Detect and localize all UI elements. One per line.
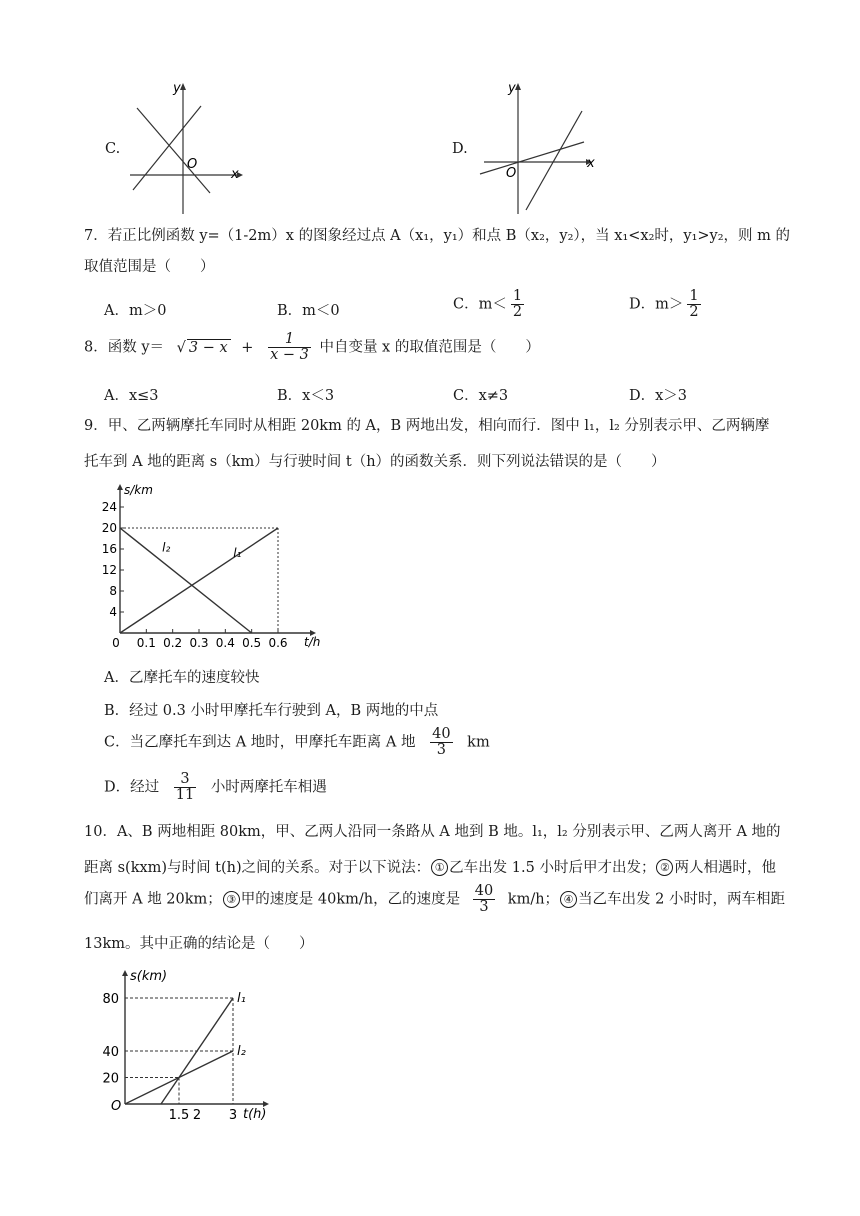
y-tick-label: 16 bbox=[101, 542, 117, 556]
q7-option-d-fraction: $\frac{1}{2}$ bbox=[689, 288, 699, 321]
y-tick-label: 80 bbox=[102, 992, 119, 1007]
q9-line2: 托车到 A 地的距离 s（km）与行驶时间 t（h）的函数关系．则下列说法错误的是（ ） bbox=[84, 454, 666, 470]
q7-text-line1: 若正比例函数 y=（1-2m）x 的图象经过点 A（x₁，y₁）和点 B（x₂，y₂），当 x₁<x₂时，y₁>y₂，则 m 的 bbox=[107, 228, 791, 244]
y-tick-label: 12 bbox=[101, 563, 117, 577]
line-l1 bbox=[120, 528, 278, 633]
q6-option-c-graph bbox=[125, 78, 250, 218]
q10-circled-1: ① bbox=[431, 859, 448, 876]
q8-fraction: $\frac{1}{x - 3}$ bbox=[270, 331, 309, 364]
q8-sqrt: 3 − x bbox=[187, 339, 231, 356]
y-tick-label: 40 bbox=[102, 1045, 119, 1060]
q6-option-d-letter: D. bbox=[452, 141, 468, 157]
q6-option-c-letter: C. bbox=[105, 141, 121, 157]
line-l2 bbox=[120, 528, 252, 633]
label-l1: l₁ bbox=[237, 991, 246, 1006]
y-axis-label: s(km) bbox=[130, 969, 168, 984]
q10-line1: 10．A、B 两地相距 80km，甲、乙两人沿同一条路从 A 地到 B 地。l₁，l₂ 分别表示甲、乙两人离开 A 地的 bbox=[84, 824, 781, 840]
x-tick-label: 0.3 bbox=[189, 636, 209, 650]
q10-number: 10． bbox=[84, 824, 117, 840]
y-tick-label: 24 bbox=[101, 500, 117, 514]
y-axis-arrow bbox=[122, 970, 128, 976]
q8-line: 8．函数 y＝ √ 3 − x + $\frac{1}{x - 3}$ 中自变量 x 的取值范围是（ ） bbox=[84, 331, 540, 364]
q10-line2: 距离 s(kxm)与时间 t(h)之间的关系。对于以下说法： ① 乙车出发 1.5 小时后甲才出发； ② 两人相遇时，他 bbox=[84, 860, 776, 876]
q6-option-d-graph bbox=[470, 78, 600, 218]
q6d-origin-label: O bbox=[506, 166, 517, 181]
q10-circled-4: ④ bbox=[560, 891, 577, 908]
x-axis-label: t(h) bbox=[243, 1107, 267, 1122]
q9-option-c-prefix: C．当乙摩托车到达 A 地时，甲摩托车距离 A 地 bbox=[104, 734, 416, 751]
q7-number: 7． bbox=[84, 228, 108, 244]
x-tick-label: 0.6 bbox=[268, 636, 288, 650]
y-axis-label: s/km bbox=[124, 483, 153, 497]
q8-number: 8． bbox=[84, 339, 108, 356]
q7-option-c-label: C．m＜ bbox=[453, 296, 507, 313]
q8-option-c: C．x≠3 bbox=[453, 388, 509, 404]
label-l2: l₂ bbox=[237, 1044, 246, 1059]
q9-option-d-prefix: D．经过 bbox=[104, 779, 160, 796]
q10-circled-2: ② bbox=[656, 859, 673, 876]
q7-option-c bbox=[453, 289, 528, 320]
y-axis-arrow bbox=[117, 484, 123, 490]
label-l2: l₂ bbox=[162, 540, 171, 555]
y-tick-label: 8 bbox=[109, 584, 117, 598]
q8-suffix: 中自变量 x 的取值范围是（ ） bbox=[319, 339, 540, 356]
q7-option-d-label: D．m＞ bbox=[629, 296, 684, 313]
q9-option-c bbox=[104, 727, 490, 758]
q8-option-d: D．x＞3 bbox=[629, 388, 688, 404]
q6d-y-label: y bbox=[508, 81, 516, 96]
q7-option-d bbox=[629, 289, 705, 320]
x-tick-label: 0.2 bbox=[163, 636, 183, 650]
x-tick-label: 3 bbox=[228, 1108, 238, 1122]
q10-line4: 13km。其中正确的结论是（ ） bbox=[84, 936, 314, 952]
x-tick-label: 0.1 bbox=[136, 636, 156, 650]
x-tick-label: 0.4 bbox=[215, 636, 235, 650]
q7-line1 bbox=[84, 224, 790, 248]
q9-option-a: A．乙摩托车的速度较快 bbox=[104, 670, 260, 686]
q9-line1 bbox=[84, 414, 769, 438]
q7-line2: 取值范围是（ ） bbox=[84, 259, 215, 275]
q6c-x-label: x bbox=[231, 167, 239, 182]
x-tick-label: 0.5 bbox=[242, 636, 262, 650]
y-tick-label: 20 bbox=[102, 1071, 119, 1087]
x-axis-label: t/h bbox=[304, 635, 321, 649]
q7-option-b: B．m＜0 bbox=[277, 303, 340, 319]
q10-line3: 们离开 A 地 20km； ③ 甲的速度是 40km/h，乙的速度是 $\frac{40}{3}$ km/h； ④ 当乙车出发 2 小时时，两车相距 bbox=[84, 883, 786, 916]
q9-text-line1: 甲、乙两辆摩托车同时从相距 20km 的 A，B 两地出发，相向而行．图中 l₁，l₂ 分别表示甲、乙两辆摩 bbox=[107, 418, 770, 434]
x-tick-label: 1.5 bbox=[168, 1108, 190, 1122]
q6c-origin-label: O bbox=[187, 157, 198, 172]
q9-option-b: B．经过 0.3 小时甲摩托车行驶到 A，B 两地的中点 bbox=[104, 703, 439, 719]
label-l1: l₁ bbox=[233, 545, 242, 560]
y-tick-label: 4 bbox=[109, 605, 117, 619]
q7-option-a: A．m＞0 bbox=[104, 303, 167, 319]
q6c-y-label: y bbox=[173, 81, 181, 96]
q9-option-c-fraction: $\frac{40}{3}$ bbox=[432, 726, 451, 759]
q9-option-d-suffix: 小时两摩托车相遇 bbox=[210, 779, 327, 796]
q6d-x-label: x bbox=[587, 156, 595, 171]
q8-option-b: B．x＜3 bbox=[277, 388, 335, 404]
q7-option-c-fraction: $\frac{1}{2}$ bbox=[512, 288, 523, 321]
q9-option-c-suffix: km bbox=[467, 734, 490, 751]
q9-number: 9． bbox=[84, 418, 108, 434]
y-tick-label: 20 bbox=[101, 521, 117, 535]
q10-circled-3: ③ bbox=[223, 891, 240, 908]
q10-chart bbox=[100, 962, 285, 1122]
q8-option-a: A．x≤3 bbox=[104, 388, 159, 404]
q9-option-d-fraction: $\frac{3}{11}$ bbox=[175, 771, 195, 804]
q8-plus: + bbox=[241, 339, 254, 356]
q9-chart bbox=[100, 478, 340, 654]
origin-label: O bbox=[111, 1099, 122, 1114]
q8-prefix: 函数 y＝ bbox=[107, 339, 165, 356]
q10-fraction: $\frac{40}{3}$ bbox=[474, 883, 494, 916]
x-tick-label: 2 bbox=[192, 1108, 202, 1122]
q9-option-d bbox=[104, 772, 327, 803]
x-tick-label: 0 bbox=[112, 636, 120, 650]
